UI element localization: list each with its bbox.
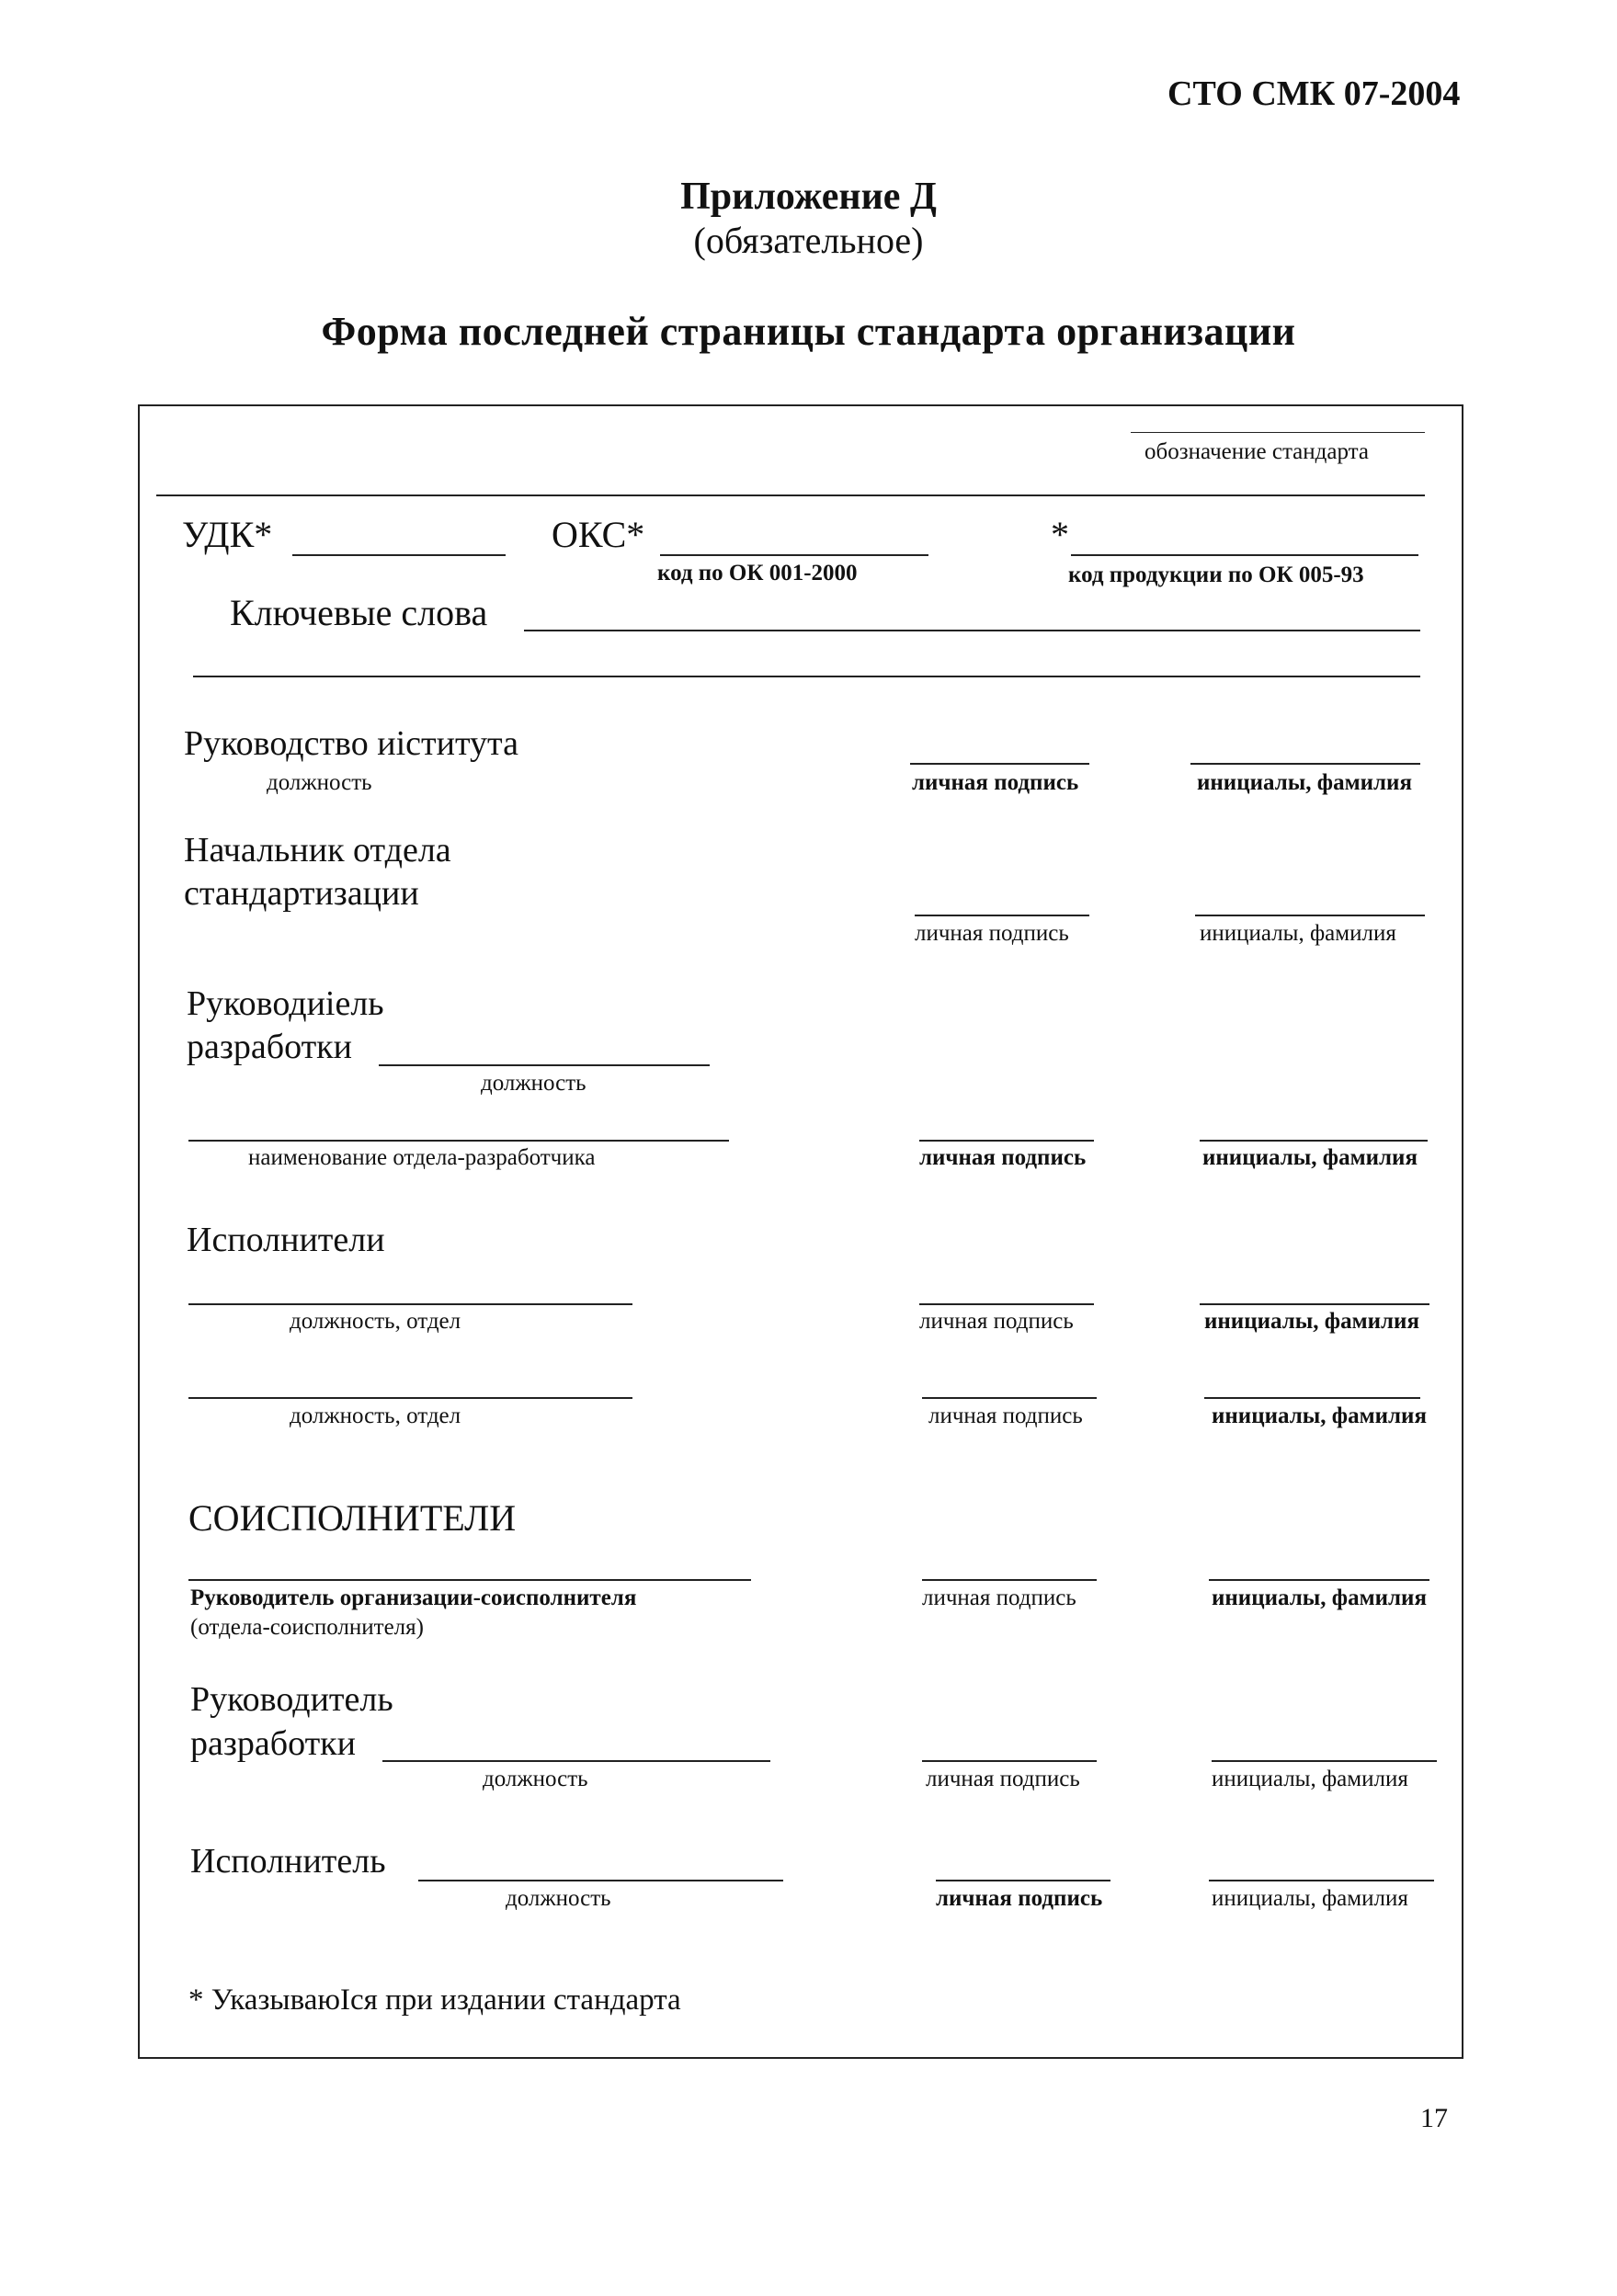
footnote: * УказываюIся при издании стандарта: [188, 1983, 681, 2017]
dev-head-position-line[interactable]: [379, 1064, 710, 1066]
co-org-head-initials-line[interactable]: [1209, 1579, 1429, 1581]
executor-initials-caption: инициалы, фамилия: [1212, 1886, 1408, 1911]
keywords-label: Ключевые слова: [230, 592, 488, 633]
executor-2-position-line[interactable]: [188, 1397, 632, 1399]
dev-dept-caption: наименование отдела-разработчика: [248, 1145, 596, 1170]
executor-1-initials-line[interactable]: [1200, 1303, 1429, 1305]
co-dev-head-position-line[interactable]: [382, 1760, 770, 1762]
executor-2-position-caption: должность, отдел: [290, 1404, 461, 1428]
dept-head-initials-line[interactable]: [1195, 915, 1425, 916]
co-org-head-line[interactable]: [188, 1579, 751, 1581]
dev-head-signature-line[interactable]: [919, 1140, 1094, 1142]
executor-1-signature-caption: личная подпись: [919, 1309, 1074, 1334]
oks-label: ОКС*: [552, 514, 645, 555]
document-number: СТО СМК 07-2004: [1167, 74, 1461, 113]
co-dev-head-signature-caption: личная подпись: [926, 1767, 1080, 1791]
executor-signature-line[interactable]: [936, 1880, 1110, 1881]
institute-head-position-caption: должность: [267, 770, 372, 795]
co-dev-head-initials-caption: инициалы, фамилия: [1212, 1767, 1408, 1791]
dev-dept-line[interactable]: [188, 1140, 729, 1142]
oks-caption: код по ОК 001-2000: [657, 561, 858, 585]
executor-2-signature-caption: личная подпись: [928, 1404, 1083, 1428]
institute-head-label: Руководство иiститута: [184, 724, 518, 763]
standard-designation-caption: обозначение стандарта: [1144, 439, 1369, 464]
keywords-field[interactable]: [524, 630, 1420, 631]
dev-head-initials-caption: инициалы, фамилия: [1202, 1145, 1418, 1170]
executor-signature-caption: личная подпись: [936, 1886, 1103, 1911]
executor-2-initials-line[interactable]: [1204, 1397, 1420, 1399]
institute-head-signature-line[interactable]: [910, 763, 1089, 765]
keywords-field-2[interactable]: [193, 676, 1420, 677]
co-executors-label: СОИСПОЛНИТЕЛИ: [188, 1497, 517, 1539]
co-dev-head-initials-line[interactable]: [1212, 1760, 1437, 1762]
executor-position-caption: должность: [506, 1886, 611, 1911]
co-org-head-caption-1: Руководитель организации-соисполнителя: [190, 1586, 637, 1610]
dev-head-position-caption: должность: [481, 1071, 586, 1096]
separator-line: [156, 494, 1425, 496]
dept-head-signature-line[interactable]: [915, 915, 1089, 916]
product-code-caption: код продукции по ОК 005-93: [1068, 563, 1364, 587]
co-dev-head-signature-line[interactable]: [922, 1760, 1097, 1762]
dept-head-initials-caption: инициалы, фамилия: [1200, 921, 1396, 946]
executor-2-signature-line[interactable]: [922, 1397, 1097, 1399]
executor-1-signature-line[interactable]: [919, 1303, 1094, 1305]
dept-head-signature-caption: личная подпись: [915, 921, 1069, 946]
standard-designation-line: [1131, 432, 1425, 433]
co-dev-head-position-caption: должность: [483, 1767, 588, 1791]
dept-head-label-line2: стандартизации: [184, 874, 419, 913]
institute-head-signature-caption: личная подпись: [912, 770, 1079, 795]
dev-head-label-line2: разработки: [187, 1028, 352, 1066]
co-org-head-initials-caption: инициалы, фамилия: [1212, 1586, 1427, 1610]
co-org-head-caption-2: (отдела-соисполнителя): [190, 1615, 424, 1640]
appendix-subtitle: (обязательное): [693, 220, 924, 261]
dev-head-initials-line[interactable]: [1200, 1140, 1428, 1142]
dev-head-signature-caption: личная подпись: [919, 1145, 1087, 1170]
executor-label: Исполнитель: [190, 1842, 386, 1881]
co-dev-head-label-line2: разработки: [190, 1724, 356, 1763]
product-code-star: *: [1051, 514, 1069, 555]
executor-initials-line[interactable]: [1209, 1880, 1434, 1881]
oks-field[interactable]: [660, 554, 928, 556]
dev-head-label-line1: Руководиiель: [187, 984, 384, 1023]
dept-head-label-line1: Начальник отдела: [184, 831, 451, 870]
executor-1-position-caption: должность, отдел: [290, 1309, 461, 1334]
executors-label: Исполнители: [187, 1221, 385, 1259]
executor-position-line[interactable]: [418, 1880, 783, 1881]
form-title: Форма последней страницы стандарта организации: [321, 309, 1296, 354]
co-org-head-signature-line[interactable]: [922, 1579, 1097, 1581]
appendix-title: Приложение Д: [680, 176, 937, 218]
executor-1-initials-caption: инициалы, фамилия: [1204, 1309, 1419, 1334]
product-code-field[interactable]: [1071, 554, 1418, 556]
executor-1-position-line[interactable]: [188, 1303, 632, 1305]
co-dev-head-label-line1: Руководитель: [190, 1680, 393, 1719]
udk-field[interactable]: [292, 554, 506, 556]
co-org-head-signature-caption: личная подпись: [922, 1586, 1076, 1610]
institute-head-initials-caption: инициалы, фамилия: [1197, 770, 1412, 795]
page-number: 17: [1420, 2103, 1448, 2133]
executor-2-initials-caption: инициалы, фамилия: [1212, 1404, 1427, 1428]
institute-head-initials-line[interactable]: [1190, 763, 1420, 765]
udk-label: УДК*: [182, 514, 273, 555]
